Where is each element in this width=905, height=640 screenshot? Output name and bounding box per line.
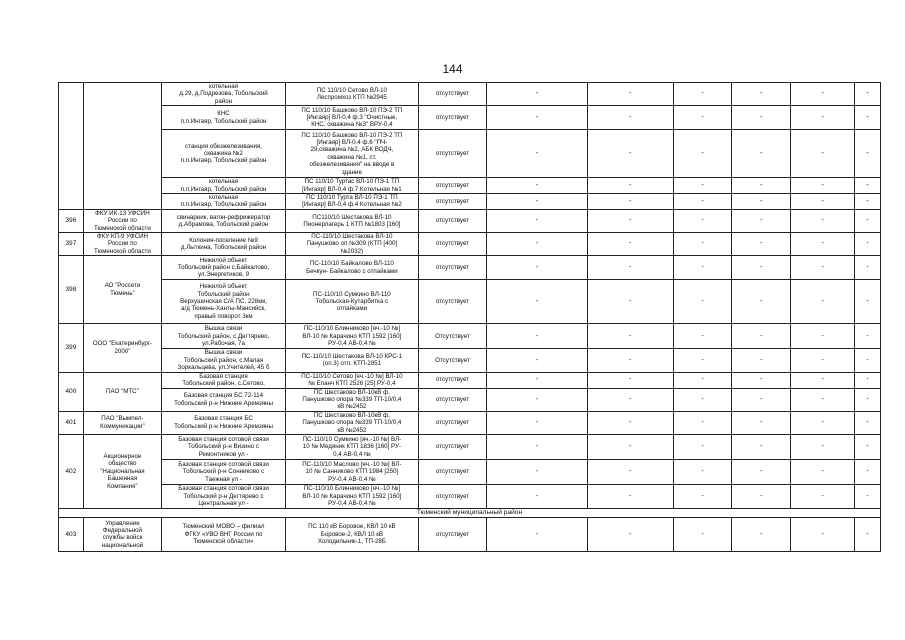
dash-cell: - xyxy=(673,106,732,130)
status-cell: отсутствует xyxy=(418,517,486,551)
table-row xyxy=(59,372,881,388)
dash-cell: - xyxy=(732,194,791,210)
row-number: 403 xyxy=(59,517,84,551)
object-cell: котельная п.п.Ингаяр, Тобольский район xyxy=(162,194,286,210)
dash-cell: - xyxy=(791,388,855,411)
dash-cell: - xyxy=(732,372,791,388)
status-cell: отсутствует xyxy=(418,106,486,130)
object-cell: Вышка связи Тобольский район, с.Дегтярево, ул.Рабочая, 7а xyxy=(162,324,286,349)
status-cell: отсутствует xyxy=(418,130,486,178)
dash-cell: - xyxy=(732,517,791,551)
dash-cell: - xyxy=(791,280,855,324)
power-source-cell: ПС 110 кВ Боровое, КВЛ 10 кВ Боровое-2, КВЛ 10 кВ Холодильник-1, ТП-28Б xyxy=(285,517,418,551)
dash-cell: - xyxy=(588,411,674,434)
table-row xyxy=(59,434,881,459)
status-cell: отсутствует xyxy=(418,372,486,388)
dash-cell: - xyxy=(486,388,587,411)
dash-cell: - xyxy=(791,178,855,194)
table-row xyxy=(59,349,881,372)
dash-cell: - xyxy=(855,178,881,194)
dash-cell: - xyxy=(673,209,732,232)
status-cell: отсутствует xyxy=(418,83,486,106)
dash-cell: - xyxy=(855,388,881,411)
dash-cell: - xyxy=(486,324,587,349)
power-source-cell: ПС-110/10 Сетово [яч.-10 №] ВЛ-10 № Епанч КТП 2526 [25] РУ-0,4 xyxy=(285,372,418,388)
dash-cell: - xyxy=(732,324,791,349)
power-source-cell: ПС-110/10 Сумкино [яч.-10 №] ВЛ- 10 № Медяник КТП 1836 [160] РУ- 0,4 АВ-0,4 № xyxy=(285,434,418,459)
dash-cell: - xyxy=(588,256,674,280)
table-row xyxy=(59,209,881,232)
dash-cell: - xyxy=(486,130,587,178)
dash-cell: - xyxy=(673,517,732,551)
power-source-cell: ПС110/10 Шестакова ВЛ-10 Пионерлагерь 1 КТП №1803 [160] xyxy=(285,209,418,232)
object-cell: Тюменский МОВО – филиал ФГКУ «УВО ВНГ России по Тюменской области» xyxy=(162,517,286,551)
dash-cell: - xyxy=(791,130,855,178)
dash-cell: - xyxy=(855,372,881,388)
table-row xyxy=(59,106,881,130)
dash-cell: - xyxy=(791,484,855,508)
object-cell: Нежилой объект Тобольский район Верхушинская С/А ПС, 228км, а/д Тюмень-Ханты-Мансийск, правый поворот 3км xyxy=(162,280,286,324)
dash-cell: - xyxy=(673,256,732,280)
dash-cell: - xyxy=(486,106,587,130)
organization-cell: Управление Федеральной службы войск национальной xyxy=(83,517,161,551)
power-source-cell: ПС-110/10 Шестакова ВЛ-10 КРС-1 (оп.3) отп. КТП-2851 xyxy=(285,349,418,372)
dash-cell: - xyxy=(673,484,732,508)
dash-cell: - xyxy=(588,349,674,372)
table-row xyxy=(59,280,881,324)
table-row xyxy=(59,484,881,508)
power-source-cell: ПС-110/10 Шестакова ВЛ-10 Панушково оп.№309 (КТП [400] №2032) xyxy=(285,233,418,256)
dash-cell: - xyxy=(486,459,587,484)
object-cell: котельная п.п.Ингаяр, Тобольский район xyxy=(162,178,286,194)
organization-cell: ФКУ ИК-13 УФСИН России по Тюменской области xyxy=(83,209,161,232)
dash-cell: - xyxy=(791,106,855,130)
page-number: 144 xyxy=(442,62,463,76)
dash-cell: - xyxy=(855,280,881,324)
dash-cell: - xyxy=(791,434,855,459)
table-row xyxy=(59,517,881,551)
dash-cell: - xyxy=(673,83,732,106)
data-table xyxy=(58,82,881,552)
dash-cell: - xyxy=(673,388,732,411)
dash-cell: - xyxy=(673,349,732,372)
organization-cell xyxy=(83,83,161,210)
status-cell: отсутствует xyxy=(418,280,486,324)
dash-cell: - xyxy=(855,349,881,372)
dash-cell: - xyxy=(855,83,881,106)
dash-cell: - xyxy=(588,194,674,210)
dash-cell: - xyxy=(588,434,674,459)
power-source-cell: ПС-110/10 Блинниково [яч.-10 №] ВЛ-10 № Карачино КТП 1592 [160] РУ-0,4 АВ-0,4 № xyxy=(285,484,418,508)
row-number: 402 xyxy=(59,434,84,508)
dash-cell: - xyxy=(673,130,732,178)
dash-cell: - xyxy=(791,411,855,434)
dash-cell: - xyxy=(855,106,881,130)
section-row xyxy=(59,508,881,517)
dash-cell: - xyxy=(791,83,855,106)
dash-cell: - xyxy=(486,178,587,194)
dash-cell: - xyxy=(673,459,732,484)
dash-cell: - xyxy=(732,280,791,324)
dash-cell: - xyxy=(486,372,587,388)
table-row xyxy=(59,459,881,484)
object-cell: свинарник, вагон-рефрижератор д.Абрамова, Тобольский район xyxy=(162,209,286,232)
row-number: 399 xyxy=(59,324,84,372)
table-row xyxy=(59,194,881,210)
row-number xyxy=(59,83,84,210)
table-row xyxy=(59,83,881,106)
dash-cell: - xyxy=(486,194,587,210)
status-cell: Отсутствует xyxy=(418,349,486,372)
dash-cell: - xyxy=(588,280,674,324)
dash-cell: - xyxy=(673,372,732,388)
dash-cell: - xyxy=(588,324,674,349)
object-cell: Базовая станция сотовой связи Тобольский р-н Визино с Ремонтников ул - xyxy=(162,434,286,459)
organization-cell: Акционерное общество "Национальная Башенная Компания" xyxy=(83,434,161,508)
dash-cell: - xyxy=(486,256,587,280)
status-cell: Отсутствует xyxy=(418,324,486,349)
dash-cell: - xyxy=(732,83,791,106)
power-source-cell: ПС-110/10 Байкалово ВЛ-110 Бечкун- Байкалово с отпайками xyxy=(285,256,418,280)
row-number: 401 xyxy=(59,411,84,434)
dash-cell: - xyxy=(855,233,881,256)
power-source-cell: ПС Шестаково ВЛ-10кВ ф. Панушково опора №339 ТП-10/0,4 кВ №2452 xyxy=(285,388,418,411)
dash-cell: - xyxy=(673,280,732,324)
dash-cell: - xyxy=(855,411,881,434)
object-cell: Базовая станция сотовой связи Тобольский р-н Дегтярево с Центральная ул - xyxy=(162,484,286,508)
dash-cell: - xyxy=(732,484,791,508)
dash-cell: - xyxy=(732,388,791,411)
object-cell: Базовая станция сотовой связи Тобольский р-н Сонниково с Таежная ул - xyxy=(162,459,286,484)
table-row xyxy=(59,178,881,194)
status-cell: отсутствует xyxy=(418,233,486,256)
dash-cell: - xyxy=(588,459,674,484)
dash-cell: - xyxy=(588,517,674,551)
dash-cell: - xyxy=(673,434,732,459)
dash-cell: - xyxy=(588,130,674,178)
dash-cell: - xyxy=(732,256,791,280)
organization-cell: АО "Россети Тюмень" xyxy=(83,256,161,324)
dash-cell: - xyxy=(588,233,674,256)
status-cell: отсутствует xyxy=(418,388,486,411)
object-cell: Вышка связи Тобольский район, с.Малая Зоркальцева, ул.Учителей, 45 б xyxy=(162,349,286,372)
object-cell: Базовая станция БС Тобольский р-н Нижние Аремзяны xyxy=(162,411,286,434)
power-source-cell: ПС 110/10 Башково ВЛ-10 ПЭ-2 ТП [Ингаяр] ВЛ-0,4 ф.3 "Очистные, КНС, скважина №3" ВРУ-0,4 xyxy=(285,106,418,130)
table-row xyxy=(59,388,881,411)
power-source-cell: ПС 110/10 Башково ВЛ-10 ПЭ-2 ТП [Ингаяр] ВЛ-0,4 ф.6 "ПЧ- 29,скважина №2, АБК ВОДЧ, скважина №1, ст. обезжелезивания" на вводе в здание xyxy=(285,130,418,178)
dash-cell: - xyxy=(732,411,791,434)
dash-cell: - xyxy=(486,484,587,508)
object-cell: Базовая станция Тобольский район, с.Сетово, xyxy=(162,372,286,388)
dash-cell: - xyxy=(732,434,791,459)
status-cell: отсутствует xyxy=(418,178,486,194)
dash-cell: - xyxy=(855,256,881,280)
dash-cell: - xyxy=(732,233,791,256)
dash-cell: - xyxy=(855,517,881,551)
dash-cell: - xyxy=(732,459,791,484)
dash-cell: - xyxy=(855,324,881,349)
row-number: 396 xyxy=(59,209,84,232)
section-title: Тюменский муниципальный район xyxy=(59,508,881,517)
table-row xyxy=(59,324,881,349)
object-cell: Базовая станция БС 72-114 Тобольский р-н Нижние Аремзяны xyxy=(162,388,286,411)
dash-cell: - xyxy=(791,517,855,551)
dash-cell: - xyxy=(855,194,881,210)
dash-cell: - xyxy=(486,517,587,551)
table-row xyxy=(59,256,881,280)
table-row xyxy=(59,233,881,256)
power-source-cell: ПС-110/10 Маслово [яч.-10 №] ВЛ- 10 № Санниково КТП 1984 [250] РУ-0,4 АВ-0,4 № xyxy=(285,459,418,484)
organization-cell: ПАО "Вымпел- Коммуникации" xyxy=(83,411,161,434)
object-cell: Нежилой объект Тобольский район с.Байкалово, ул.Энергетиков, 9 xyxy=(162,256,286,280)
organization-cell: ПАО "МТС" xyxy=(83,372,161,411)
dash-cell: - xyxy=(791,233,855,256)
dash-cell: - xyxy=(732,209,791,232)
power-source-cell: ПС Шестаково ВЛ-10кВ ф. Панушково опора №339 ТП-10/0,4 кВ №2452 xyxy=(285,411,418,434)
dash-cell: - xyxy=(673,194,732,210)
table-row xyxy=(59,411,881,434)
organization-cell: ООО "Екатеринбург- 2000" xyxy=(83,324,161,372)
row-number: 398 xyxy=(59,256,84,324)
dash-cell: - xyxy=(732,178,791,194)
dash-cell: - xyxy=(673,324,732,349)
table-row xyxy=(59,130,881,178)
dash-cell: - xyxy=(791,459,855,484)
row-number: 400 xyxy=(59,372,84,411)
dash-cell: - xyxy=(588,388,674,411)
dash-cell: - xyxy=(588,178,674,194)
dash-cell: - xyxy=(791,194,855,210)
row-number: 397 xyxy=(59,233,84,256)
dash-cell: - xyxy=(486,411,587,434)
dash-cell: - xyxy=(588,83,674,106)
dash-cell: - xyxy=(588,209,674,232)
status-cell: отсутствует xyxy=(418,411,486,434)
dash-cell: - xyxy=(588,372,674,388)
dash-cell: - xyxy=(588,106,674,130)
organization-cell: ФКУ КП-9 УФСИН России по Тюменской области xyxy=(83,233,161,256)
object-cell: станция обезжелезивания, скважина №2 п.п.Ингаяр, Тобольский район xyxy=(162,130,286,178)
power-source-cell: ПС-110/10 Сумкино ВЛ-110 Тобольская-Кутарбитка с отпайками xyxy=(285,280,418,324)
dash-cell: - xyxy=(855,130,881,178)
dash-cell: - xyxy=(791,209,855,232)
dash-cell: - xyxy=(791,256,855,280)
dash-cell: - xyxy=(486,349,587,372)
power-source-cell: ПС 110/10 Турта ВЛ-10 ПЭ-1 ТП [Ингаяр] ВЛ-0,4 ф.4 Котельная №2 xyxy=(285,194,418,210)
object-cell: котельная д.29, д.Подрезова, Тобольский район xyxy=(162,83,286,106)
status-cell: отсутствует xyxy=(418,484,486,508)
dash-cell: - xyxy=(486,209,587,232)
object-cell: Колония-поселение №9 д.Лыткина, Тобольский район xyxy=(162,233,286,256)
object-cell: КНС п.п.Ингаяр, Тобольский район xyxy=(162,106,286,130)
dash-cell: - xyxy=(855,459,881,484)
dash-cell: - xyxy=(732,130,791,178)
dash-cell: - xyxy=(732,106,791,130)
dash-cell: - xyxy=(486,280,587,324)
dash-cell: - xyxy=(855,484,881,508)
dash-cell: - xyxy=(673,233,732,256)
dash-cell: - xyxy=(855,209,881,232)
dash-cell: - xyxy=(486,233,587,256)
power-source-cell: ПС 110/10 Туртас ВЛ-10 ПЭ-1 ТП [Ингаяр] ВЛ-0,4 ф.7 Котельная №1 xyxy=(285,178,418,194)
dash-cell: - xyxy=(791,349,855,372)
dash-cell: - xyxy=(855,434,881,459)
dash-cell: - xyxy=(791,372,855,388)
status-cell: отсутствует xyxy=(418,434,486,459)
power-source-cell: ПС 110/10 Сетово ВЛ-10 Леспромхоз КТП №2945 xyxy=(285,83,418,106)
status-cell: отсутствует xyxy=(418,194,486,210)
status-cell: отсутствует xyxy=(418,209,486,232)
dash-cell: - xyxy=(791,324,855,349)
dash-cell: - xyxy=(588,484,674,508)
dash-cell: - xyxy=(732,349,791,372)
power-source-cell: ПС-110/10 Блинниково [яч.-10 №] ВЛ-10 № Карачино КТП 1592 [160] РУ-0,4 АВ-0,4 № xyxy=(285,324,418,349)
status-cell: отсутствует xyxy=(418,256,486,280)
dash-cell: - xyxy=(486,83,587,106)
dash-cell: - xyxy=(486,434,587,459)
dash-cell: - xyxy=(673,178,732,194)
dash-cell: - xyxy=(673,411,732,434)
status-cell: отсутствует xyxy=(418,459,486,484)
